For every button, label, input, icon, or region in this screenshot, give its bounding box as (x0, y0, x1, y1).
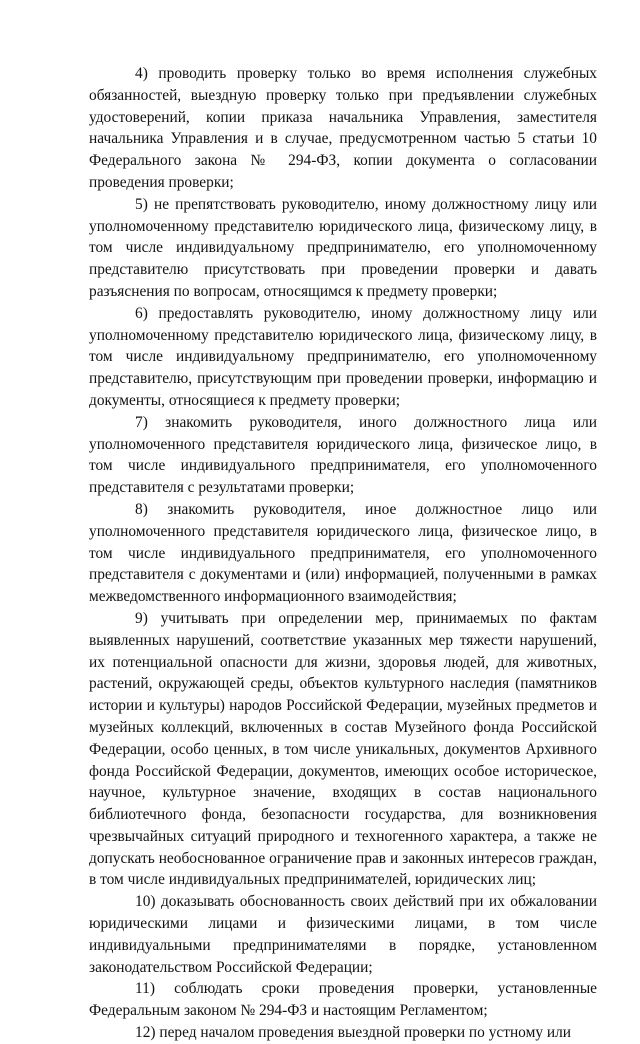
paragraph-item-5: 5) не препятствовать руководителю, иному должностному лицу или уполномоченному представителю юридического лица, физическому лицу, в том числе индивидуальному предпринимателю, его уполномоченному представителю присутствовать при проведении проверки и давать разъяснения по вопросам, относящимся к предмету проверки; (89, 195, 597, 300)
paragraph-item-11: 11) соблюдать сроки проведения проверки, установленные Федеральным законом № 294-ФЗ и настоящим Регламентом; (89, 980, 597, 1020)
paragraph-item-9: 9) учитывать при определении мер, принимаемых по фактам выявленных нарушений, соответствие указанных мер тяжести нарушений, их потенциальной опасности для жизни, здоровья людей, для животных, растений, окружающей среды, объектов культурного наследия (памятников истории и культуры) народов Российской Федерации, музейных предметов и музейных коллекций, включенных в состав Музейного фонда Российской Федерации, особо ценных, в том числе уникальных, документов Архивного фонда Российской Федерации, документов, имеющих особое историческое, научное, культурное значение, входящих в состав национального библиотечного фонда, безопасности государства, для возникновения чрезвычайных ситуаций природного и техногенного характера, а также не допускать необоснованное ограничение прав и законных интересов граждан, в том числе индивидуальных предпринимателей, юридических лиц; (89, 609, 597, 889)
paragraph-item-8: 8) знакомить руководителя, иное должностное лицо или уполномоченного представителя юридического лица, физическое лицо, в том числе индивидуального предпринимателя, его уполномоченного представителя с документами и (или) информацией, полученными в рамках межведомственного информационного взаимодействия; (89, 500, 597, 606)
paragraph-item-4: 4) проводить проверку только во время исполнения служебных обязанностей, выездную проверку только при предъявлении служебных удостоверений, копии приказа начальника Управления, заместителя начальника Управления и в случае, предусмотренном частью 5 статьи 10 Федерального закона № 294-ФЗ, копии документа о согласовании проведения проверки; (89, 65, 597, 191)
paragraph-item-10: 10) доказывать обоснованность своих действий при их обжаловании юридическими лицами и физическими лицами, в том числе индивидуальными предпринимателями в порядке, установленном законодательством Российской Федерации; (89, 893, 597, 976)
paragraph-item-6: 6) предоставлять руководителю, иному должностному лицу или уполномоченному представителю юридического лица, физическому лицу, в том числе индивидуальному предпринимателю, его уполномоченному представителю, присутствующим при проведении проверки, информацию и документы, относящиеся к предмету проверки; (89, 304, 597, 409)
paragraph-item-7: 7) знакомить руководителя, иного должностного лица или уполномоченного представителя юридического лица, физическое лицо, в том числе индивидуального предпринимателя, его уполномоченного представителя с результатами проверки; (89, 413, 597, 497)
document-page (89, 63, 597, 1044)
paragraph-item-12: 12) перед началом проведения выездной проверки по устному или (135, 1024, 572, 1042)
